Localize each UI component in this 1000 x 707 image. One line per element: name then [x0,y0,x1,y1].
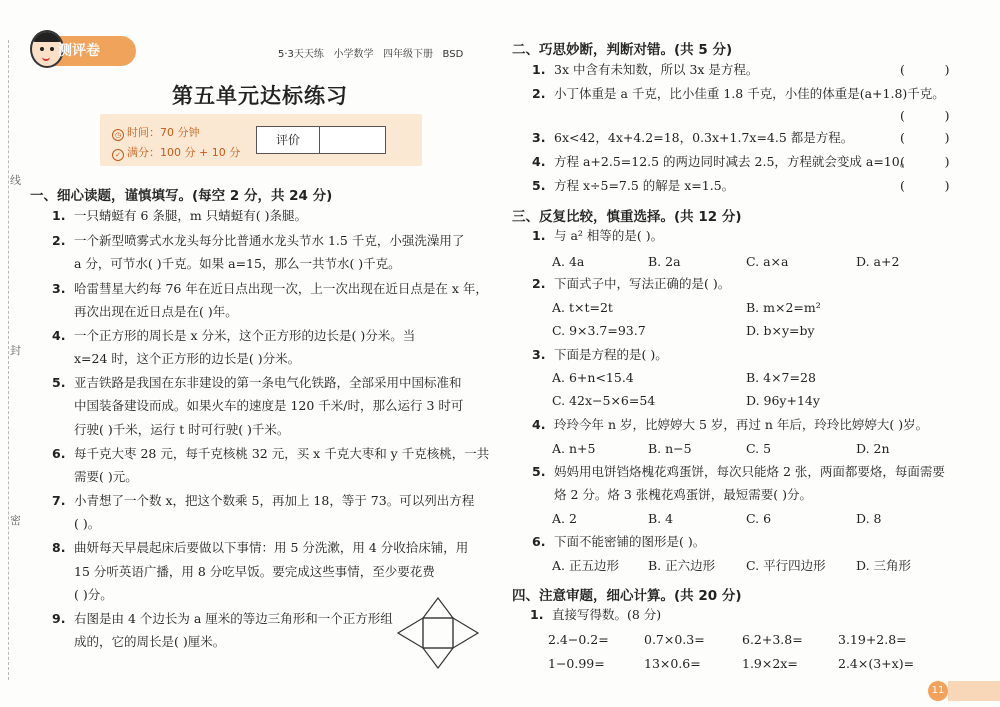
question-number: 4. [52,328,66,343]
choice-option[interactable]: B. 2a [648,254,681,269]
choice-option[interactable]: C. 5 [746,441,772,456]
time-text: 时间：70 分钟 [127,126,200,139]
question-continuation [52,564,435,579]
question-number: 5. [52,375,66,390]
time-info [112,124,200,141]
question-text: 方程 x÷5=7.5 的解是 x=1.5。 [554,178,735,193]
question-number: 1. [532,62,546,77]
choice-question [532,276,730,291]
margin-char-feng: 封 [10,344,21,357]
calc-cell: 3.19+2.8= [838,632,907,647]
choice-option[interactable]: D. 8 [856,511,882,526]
evaluation-box[interactable] [256,126,386,154]
question-number: 3. [532,130,546,145]
question-text: 小青想了一个数 x，把这个数乘 5，再加上 18，等于 73。可以列出方程 [74,493,475,508]
figure-triangle-right [453,618,478,648]
question-continuation [52,516,100,531]
question-line [52,540,468,555]
question-line [52,375,462,390]
question-number: 1. [530,607,544,622]
question-text: 一只蜻蜓有 6 条腿，m 只蜻蜓有( )条腿。 [74,208,307,223]
question-line [52,493,474,508]
margin-char-mi: 密 [10,514,21,527]
question-text: 玲玲今年 n 岁，比婷婷大 5 岁，再过 n 年后，玲玲比婷婷大( )岁。 [554,417,929,432]
choice-option[interactable]: B. n−5 [648,441,692,456]
section4-title: 四、注意审题，细心计算。(共 20 分) [512,588,742,604]
section4-question-1 [530,607,661,622]
question-number: 5. [532,464,546,479]
question-text: 3x 中含有未知数，所以 3x 是方程。 [554,62,759,77]
question-text: 一个新型喷雾式水龙头每分比普通水龙头节水 1.5 千克，小强洗澡用了 [74,233,465,248]
question-line [52,446,489,461]
question-continuation [52,304,238,319]
question-number: 5. [532,178,546,193]
question-text: ( )分。 [74,587,113,602]
choice-option[interactable]: A. 4a [552,254,585,269]
calc-cell: 6.2+3.8= [742,632,803,647]
judgement-question [532,130,853,145]
choice-option[interactable]: B. m×2=m² [746,300,821,315]
answer-blank[interactable]: ( ) [900,178,950,193]
judgement-question [532,178,734,193]
choice-option[interactable]: B. 正六边形 [648,558,716,573]
section2-title: 二、巧思妙断，判断对错。(共 5 分) [512,42,733,58]
choice-option[interactable]: C. 平行四边形 [746,558,826,573]
choice-question [532,464,945,479]
question-text: 方程 a+2.5=12.5 的两边同时减去 2.5，方程就会变成 a=10。 [554,154,913,169]
question-continuation [52,469,138,484]
binding-line [8,40,9,680]
header-subject: 小学数学 [333,49,374,60]
question-text: 需要( )元。 [74,469,138,484]
question-text: 成的，它的周长是( )厘米。 [74,634,226,649]
judgement-question [532,86,945,101]
evaluation-label: 评价 [257,127,320,153]
question-number: 7. [52,493,66,508]
question-continuation [52,634,225,649]
figure-square [423,618,453,648]
question-continuation [52,398,463,413]
check-icon: ✓ [112,149,124,161]
choice-option[interactable]: D. a+2 [856,254,900,269]
question-text: 小丁体重是 a 千克，比小佳重 1.8 千克，小佳的体重是(a+1.8)千克。 [554,86,945,101]
choice-option[interactable]: D. 96y+14y [746,393,820,408]
question-text: 妈妈用电饼铛烙槐花鸡蛋饼，每次只能烙 2 张，两面都要烙，每面需要 [554,464,945,479]
question-text: 右图是由 4 个边长为 a 厘米的等边三角形和一个正方形组 [74,611,393,626]
answer-blank[interactable]: ( ) [900,108,950,123]
choice-question [532,417,928,432]
answer-blank[interactable]: ( ) [900,130,950,145]
page-tab [948,681,1000,701]
badge-label: 测评卷 [58,43,100,59]
question-text: 曲妍每天早晨起床后要做以下事情：用 5 分洗漱，用 4 分收拾床铺，用 [74,540,469,555]
figure-triangle-left [398,618,423,648]
choice-question [532,228,663,243]
calc-cell: 0.7×0.3= [644,632,705,647]
calc-cell: 2.4−0.2= [548,632,609,647]
question-text: 中国装备建设而成。如果火车的速度是 120 千米/时，那么运行 3 时可 [74,398,464,413]
question-number: 8. [52,540,66,555]
question-text: 下面不能密铺的图形是( )。 [554,534,706,549]
calc-cell: 1−0.99= [548,656,605,671]
choice-question [532,534,705,549]
question-line [52,611,393,626]
question-number: 2. [532,276,546,291]
evaluation-field[interactable] [320,127,385,153]
margin-char-xian: 线 [10,174,21,187]
question-number: 3. [52,281,66,296]
question-line [52,328,415,343]
answer-blank[interactable]: ( ) [900,154,950,169]
question-text: 6x<42，4x+4.2=18，0.3x+1.7x=4.5 都是方程。 [554,130,854,145]
question-text: 15 分听英语广播，用 8 分吃早饭。要完成这些事情，至少要花费 [74,564,435,579]
choice-question [532,347,668,362]
question-number: 9. [52,611,66,626]
choice-option[interactable]: C. 9×3.7=93.7 [552,323,646,338]
question-text: 行驶( )千米，运行 t 时可行驶( )千米。 [74,422,290,437]
question-number: 1. [52,208,66,223]
question-text: 哈雷彗星大约每 76 年在近日点出现一次，上一次出现在近日点是在 x 年， [74,281,488,296]
choice-option[interactable]: A. 6+n<15.4 [552,370,634,385]
choice-option[interactable]: D. 2n [856,441,890,456]
choice-option[interactable]: C. a×a [746,254,789,269]
header-info [278,45,463,60]
question-continuation: 烙 2 分。烙 3 张槐花鸡蛋饼，最短需要( )分。 [554,487,813,502]
choice-option[interactable]: A. t×t=2t [552,300,613,315]
figure-triangle-top [423,598,453,618]
question-text: 下面是方程的是( )。 [554,347,668,362]
question-number: 4. [532,417,546,432]
section1-title: 一、细心读题，谨慎填写。(每空 2 分，共 24 分) [30,188,333,204]
section3-title: 三、反复比较，慎重选择。(共 12 分) [512,209,742,225]
question-text: 每千克大枣 28 元，每千克核桃 32 元，买 x 千克大枣和 y 千克核桃，一共 [74,446,490,461]
score-info [112,144,240,161]
square-triangles-figure [396,596,480,670]
choice-option[interactable]: B. 4 [648,511,674,526]
choice-option[interactable]: A. 2 [552,511,577,526]
calc-cell: 13×0.6= [644,656,701,671]
question-text: 与 a² 相等的是( )。 [554,228,664,243]
page-title: 第五单元达标练习 [172,84,348,108]
question-text: 亚吉铁路是我国在东非建设的第一条电气化铁路，全部采用中国标准和 [74,375,462,390]
page-number: 11 [928,681,948,701]
question-line [52,208,307,223]
calc-cell: 1.9×2x= [742,656,798,671]
question-number: 6. [532,534,546,549]
clock-icon: ◷ [112,129,124,141]
judgement-question [532,154,912,169]
question-text: 一个正方形的周长是 x 分米，这个正方形的边长是( )分米。当 [74,328,416,343]
choice-option[interactable]: C. 6 [746,511,772,526]
question-text: x=24 时，这个正方形的边长是( )分米。 [74,351,301,366]
judgement-question [532,62,758,77]
choice-option[interactable]: B. 4×7=28 [746,370,816,385]
question-text: 再次出现在近日点是在( )年。 [74,304,238,319]
question-text: 下面式子中，写法正确的是( )。 [554,276,731,291]
calc-cell: 2.4×(3+x)= [838,656,915,671]
header-edition: BSD [442,49,464,60]
score-text: 满分：100 分 + 10 分 [127,146,241,159]
figure-triangle-bottom [423,648,453,668]
choice-option[interactable]: A. 正五边形 [552,558,619,573]
question-continuation [52,351,300,366]
choice-option[interactable]: D. b×y=by [746,323,815,338]
question-number: 2. [52,233,66,248]
header-grade: 四年级下册 [383,49,433,60]
header-series: 5·3天天练 [278,49,324,60]
choice-option[interactable]: D. 三角形 [856,558,912,573]
question-continuation [52,256,401,271]
answer-blank[interactable]: ( ) [900,62,950,77]
question-number: 3. [532,347,546,362]
question-text: a 分，可节水( )千克。如果 a=15，那么一共节水( )千克。 [74,256,401,271]
question-number: 4. [532,154,546,169]
question-text: 直接写得数。(8 分) [552,607,662,622]
question-line [52,281,488,296]
question-continuation [52,587,113,602]
question-text: ( )。 [74,516,101,531]
question-number: 2. [532,86,546,101]
choice-option[interactable]: A. n+5 [552,441,596,456]
question-continuation [52,422,289,437]
question-number: 6. [52,446,66,461]
question-line [52,233,464,248]
question-number: 1. [532,228,546,243]
choice-option[interactable]: C. 42x−5×6=54 [552,393,656,408]
